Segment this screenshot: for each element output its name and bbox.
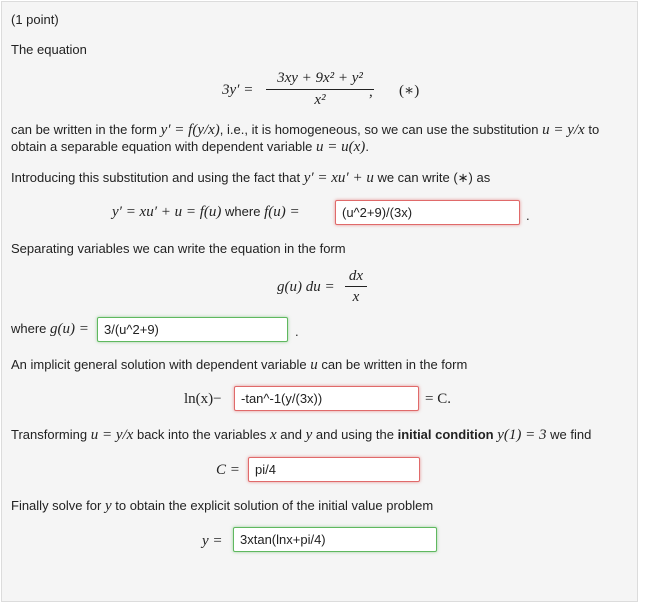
step1-where: where (225, 204, 261, 219)
para1-line2-end: . (365, 139, 369, 154)
step1-equation (112, 204, 300, 220)
step1-lhs: y′ = xu′ + u = f(u) (112, 204, 222, 220)
para5-ic: y(1) = 3 (497, 427, 547, 443)
equation-comma: , (369, 84, 373, 100)
para5-sub: u = y/x (90, 427, 134, 443)
where-g: g(u) = (50, 321, 89, 337)
para1-line2-eq: u = u(x) (316, 139, 366, 155)
problem-panel (1, 1, 638, 602)
para6-text-a: Finally solve for (11, 498, 102, 513)
implicit-rhs: = C. (425, 391, 451, 407)
para4-text-a: An implicit general solution with dependent variable (11, 357, 307, 372)
where-period: . (295, 324, 299, 339)
para1-text-c: to (588, 122, 600, 137)
equation-fraction-bar (266, 89, 374, 90)
para2 (11, 170, 490, 186)
para2-text-b: we can write (∗) as (377, 170, 491, 185)
y-lhs: y = (202, 533, 223, 549)
para5-and: and (280, 427, 302, 442)
para1-line2 (11, 139, 369, 155)
separated-denominator: x (352, 289, 360, 305)
implicit-lhs: ln(x)− (184, 391, 222, 407)
equation-lhs: 3y′ = (222, 82, 254, 98)
c-lhs: C = (216, 462, 240, 478)
separated-lhs: g(u) du = (277, 279, 335, 295)
g-u-answer-input[interactable]: 3/(u^2+9) (97, 317, 288, 342)
f-u-answer-input[interactable]: (u^2+9)/(3x) (335, 200, 520, 225)
equation-tag: (∗) (399, 83, 420, 99)
para4-text-b: can be written in the form (321, 357, 468, 372)
separated-fraction-bar (345, 286, 367, 287)
c-answer-input[interactable]: pi/4 (248, 457, 420, 482)
para5-text-d: we find (550, 427, 592, 442)
para1-form: y′ = f(y/x) (160, 122, 220, 138)
separated-numerator: dx (348, 268, 364, 284)
para1-text-a: can be written in the form (11, 122, 157, 137)
para6 (11, 498, 433, 514)
equation-numerator: 3xy + 9x² + y² (277, 70, 363, 86)
para2-eq: y′ = xu′ + u (303, 170, 374, 186)
para5-bold: initial condition (397, 427, 494, 442)
para1-line1 (11, 122, 599, 138)
para1-line2-text: obtain a separable equation with dependent variable (11, 139, 313, 154)
para5-x: x (269, 427, 277, 443)
para4 (11, 357, 467, 373)
where-text: where (11, 321, 47, 336)
para5-y: y (305, 427, 313, 443)
step1-f-label: f(u) = (264, 204, 300, 220)
points-label: (1 point) (11, 12, 59, 27)
para2-text-a: Introducing this substitution and using the fact that (11, 170, 301, 185)
step1-period: . (526, 208, 530, 223)
para6-text-b: to obtain the explicit solution of the initial value problem (115, 498, 434, 513)
para5-text-a: Transforming (11, 427, 88, 442)
implicit-answer-input[interactable]: -tan^-1(y/(3x)) (234, 386, 419, 411)
intro-text: The equation (11, 42, 87, 57)
para4-u: u (310, 357, 318, 373)
para3: Separating variables we can write the equation in the form (11, 241, 346, 256)
para5-text-b: back into the variables (136, 427, 267, 442)
para5-text-c: and using the (315, 427, 394, 442)
para1-substitution: u = y/x (542, 122, 585, 138)
para1-text-b: , i.e., it is homogeneous, so we can use the substitution (219, 122, 539, 137)
equation-denominator: x² (314, 92, 326, 108)
y-answer-input[interactable]: 3xtan(lnx+pi/4) (233, 527, 437, 552)
where-g-label (11, 321, 89, 337)
para6-y: y (104, 498, 112, 514)
para5 (11, 427, 591, 443)
